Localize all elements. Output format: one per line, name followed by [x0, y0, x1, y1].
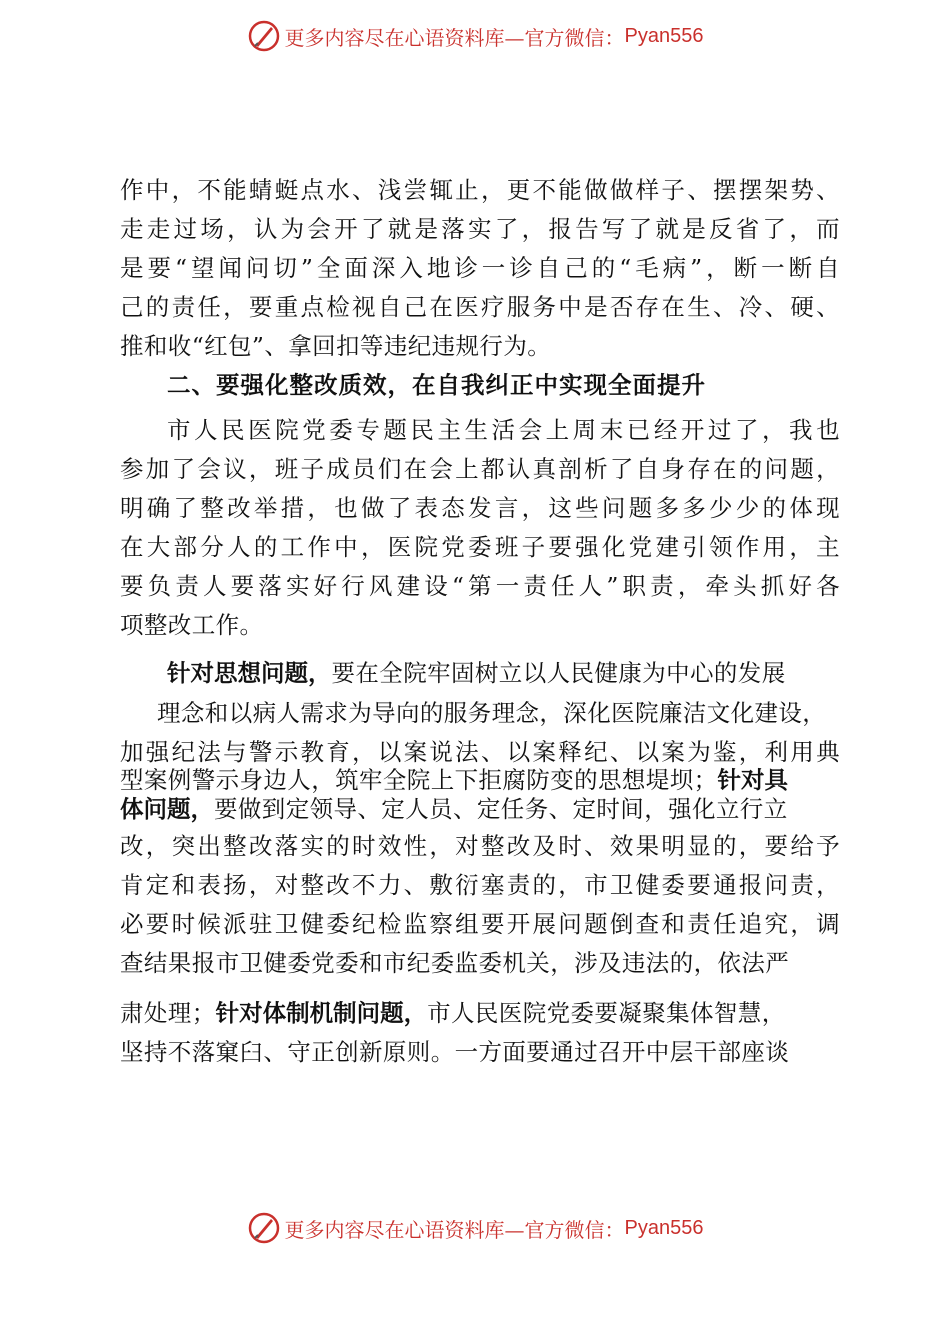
- banner-wechat-id: Pyan556: [624, 24, 704, 47]
- quill-logo-icon: [247, 1211, 281, 1245]
- text-line: 推和收“红包”、拿回扣等违纪违规行为。: [120, 332, 552, 360]
- text-line: 改，突出整改落实的时效性，对整改及时、效果明显的，要给予: [120, 832, 840, 860]
- section-heading: 二、要强化整改质效，在自我纠正中实现全面提升: [167, 371, 706, 399]
- banner-wechat-id: Pyan556: [624, 1216, 704, 1239]
- text-line: 肯定和表扬，对整改不力、敷衍塞责的，市卫健委要通报问责，: [120, 871, 840, 899]
- text-line: 己的责任，要重点检视自己在医疗服务中是否存在生、冷、硬、: [120, 293, 840, 321]
- text-line: [120, 998, 840, 1028]
- text-span: 肃处理；: [120, 999, 216, 1027]
- bold-lead-specific-cont: 体问题，: [120, 795, 214, 823]
- text-line: 要负责人要落实好行风建设“第一责任人”职责，牵头抓好各: [120, 572, 840, 600]
- text-line: 查结果报市卫健委党委和市纪委监委机关，涉及违法的，依法严: [120, 949, 790, 977]
- banner-text: 更多内容尽在心语资料库—官方微信：: [284, 25, 625, 50]
- banner-text: 更多内容尽在心语资料库—官方微信：: [284, 1217, 625, 1242]
- text-line: [120, 794, 840, 824]
- text-line: 参加了会议，班子成员们在会上都认真剖析了自身存在的问题，: [120, 455, 840, 483]
- text-line: 在大部分人的工作中，医院党委班子要强化党建引领作用，主: [120, 533, 840, 561]
- text-line: 市人民医院党委专题民主生活会上周末已经开过了，我也: [167, 416, 840, 444]
- footer-watermark-banner: [0, 1206, 950, 1250]
- text-line: 走走过场，认为会开了就是落实了，报告写了就是反省了，而: [120, 215, 840, 243]
- text-line: 明确了整改举措，也做了表态发言，这些问题多多少少的体现: [120, 494, 840, 522]
- header-watermark-banner: [0, 14, 950, 58]
- text-line: 项整改工作。: [120, 611, 264, 639]
- text-line: 是要“望闻问切”全面深入地诊一诊自己的“毛病”，断一断自: [120, 254, 840, 282]
- text-span: 市人民医院党委要凝聚集体智慧，: [427, 999, 786, 1027]
- text-span: 要在全院牢固树立以人民健康为中心的发展: [331, 659, 786, 687]
- text-line: [167, 658, 840, 688]
- bold-lead-specific: 针对具: [717, 766, 788, 794]
- text-line: 必要时候派驻卫健委纪检监察组要开展问题倒查和责任追究，调: [120, 910, 840, 938]
- quill-logo-icon: [247, 19, 281, 53]
- text-span: 要做到定领导、定人员、定任务、定时间，强化立行立: [214, 795, 788, 823]
- bold-lead-system: 针对体制机制问题，: [215, 999, 428, 1027]
- text-line: 作中，不能蜻蜓点水、浅尝辄止，更不能做做样子、摆摆架势、: [120, 176, 840, 204]
- text-line: [120, 765, 840, 795]
- text-span: 型案例警示身边人，筑牢全院上下拒腐防变的思想堤坝；: [120, 766, 718, 794]
- bold-lead-ideology: 针对思想问题，: [167, 659, 332, 687]
- text-line: 坚持不落窠臼、守正创新原则。一方面要通过召开中层干部座谈: [120, 1038, 790, 1066]
- text-line: 理念和以病人需求为导向的服务理念，深化医院廉洁文化建设，: [157, 699, 827, 727]
- text-line: 加强纪法与警示教育，以案说法、以案释纪、以案为鉴，利用典: [120, 738, 840, 766]
